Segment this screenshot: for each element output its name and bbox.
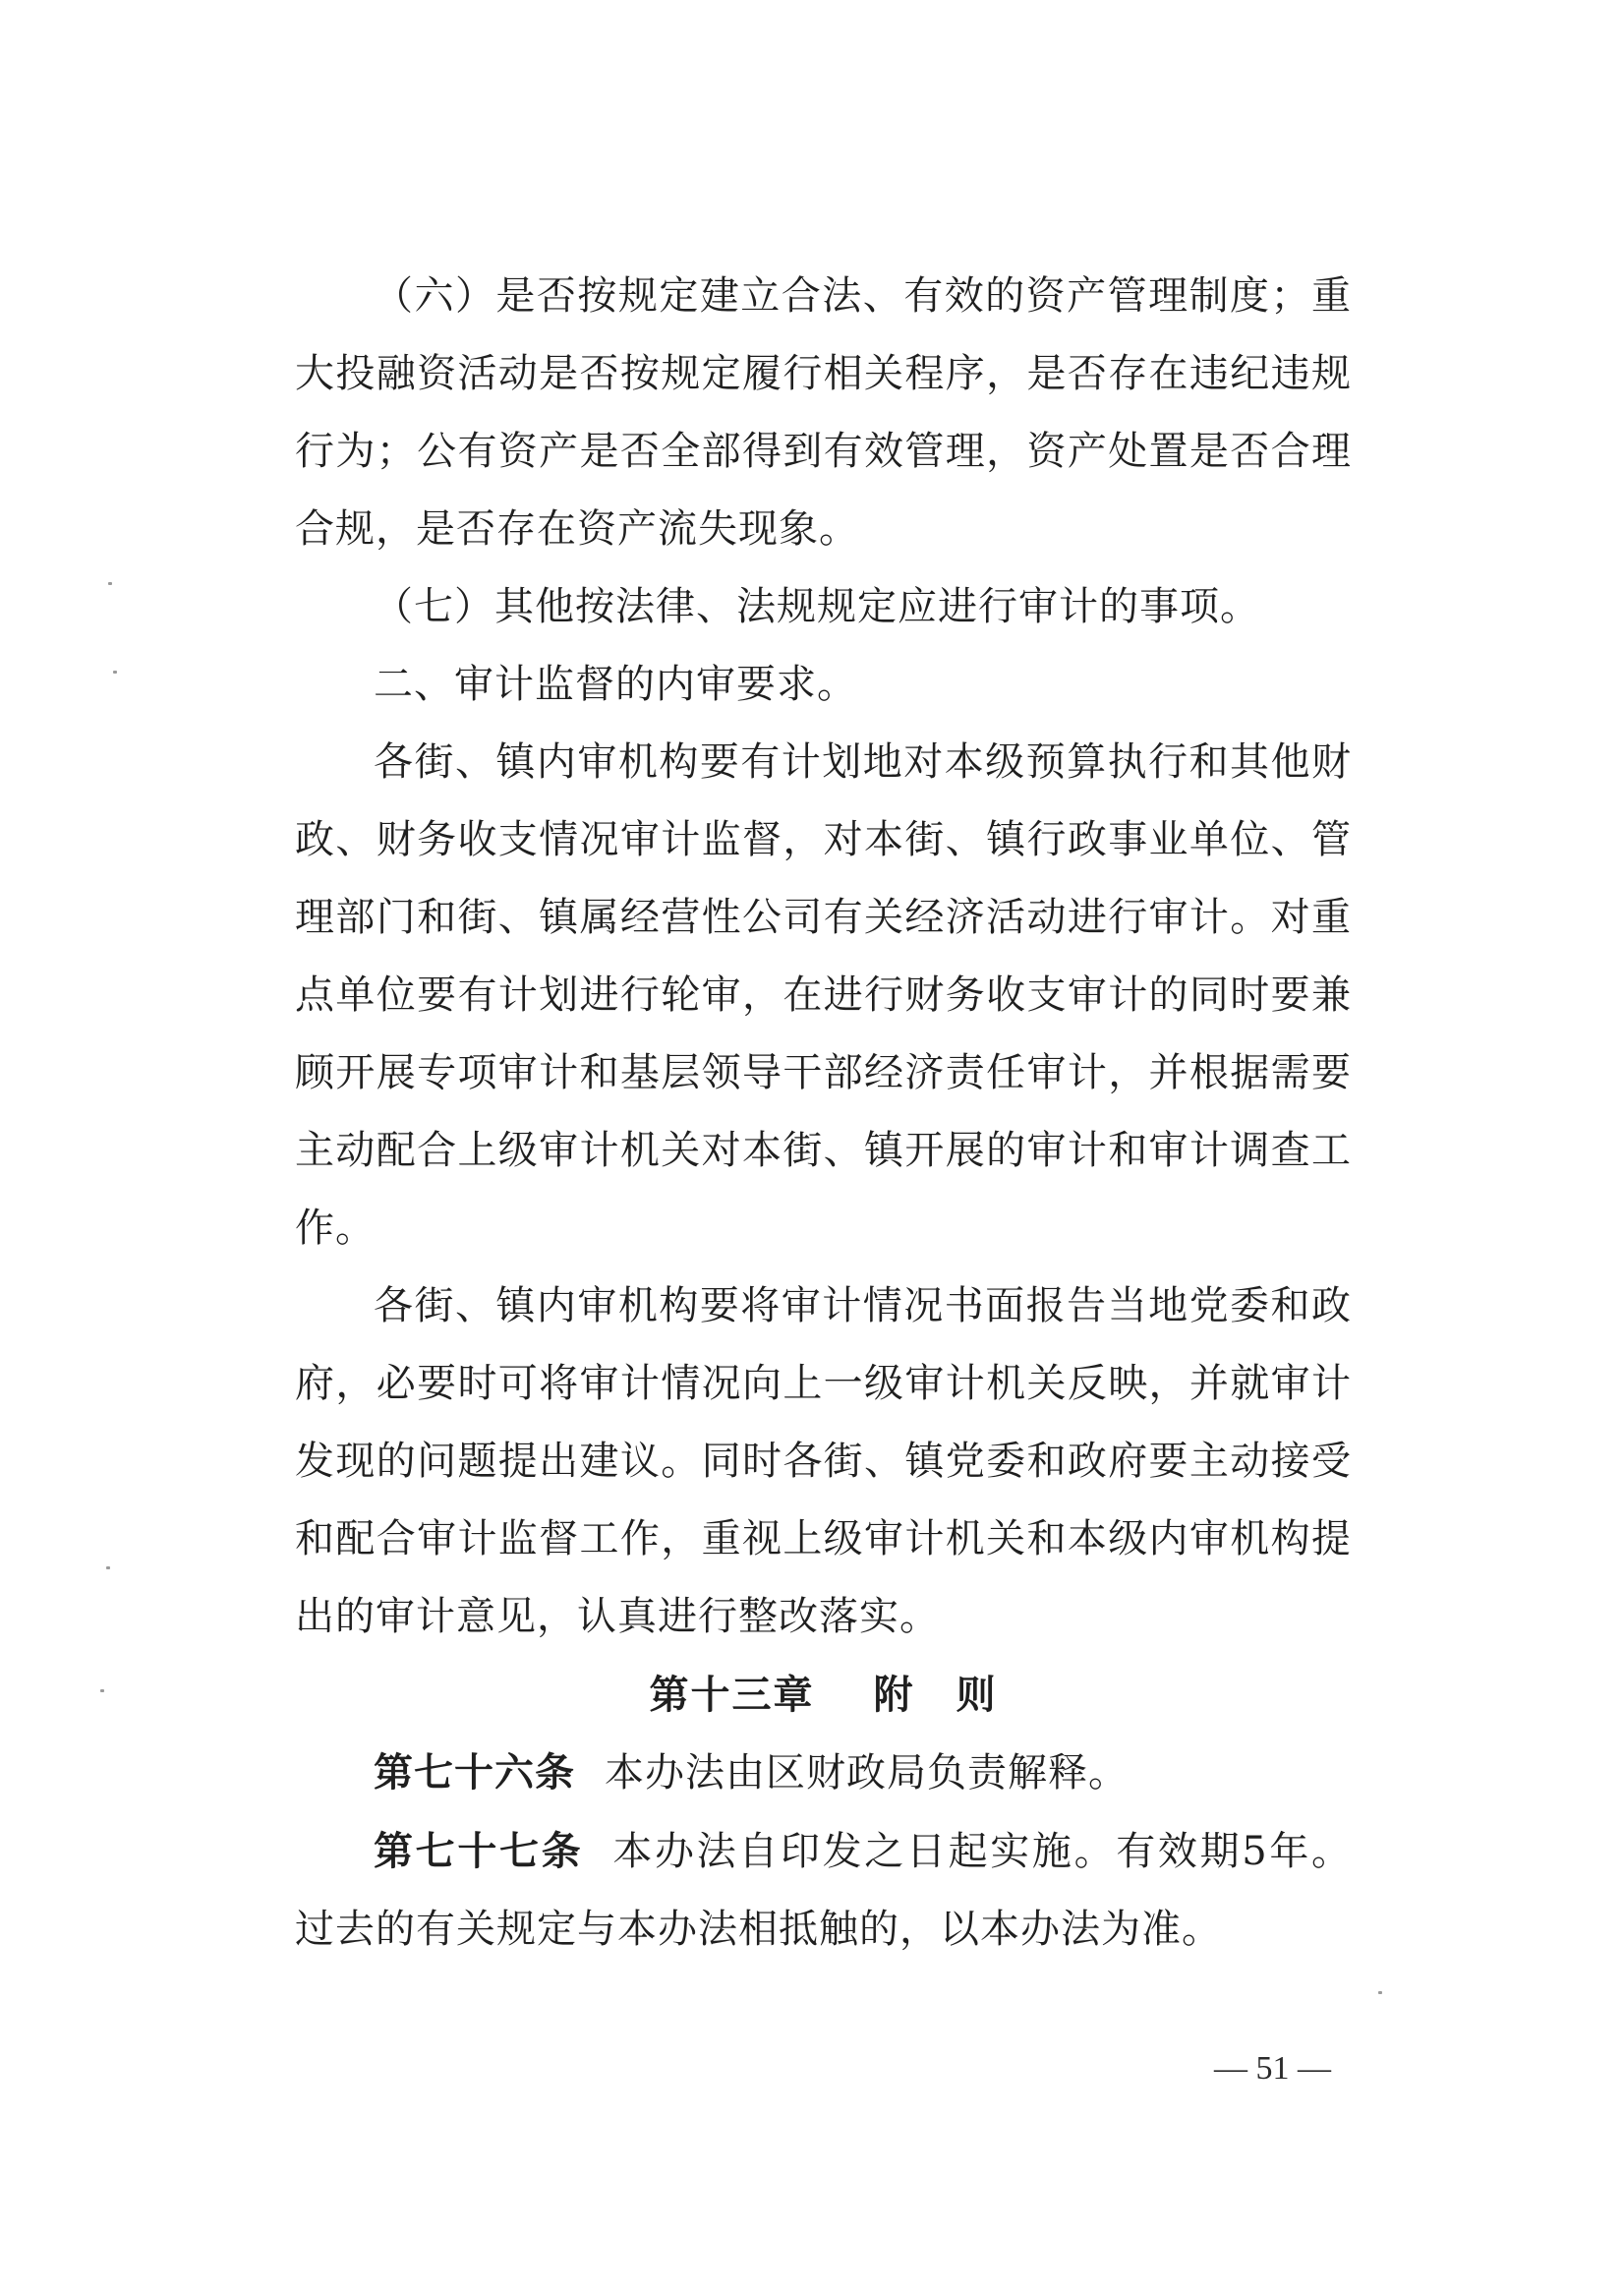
chapter-number: 第十三章 [649,1672,815,1718]
scan-speck [113,671,117,674]
document-body [295,258,1352,1969]
article-76 [295,1734,1352,1812]
chapter-name: 附 则 [873,1672,998,1718]
article-text: 本办法自印发之日起实施。有效期5年。过去的有关规定与本办法相抵触的，以本办法为准。 [295,1829,1353,1952]
scan-speck [106,1566,110,1569]
scan-speck [108,582,112,585]
page-number: — 51 — [1214,2050,1331,2087]
paragraph-asset-management: （六）是否按规定建立合法、有效的资产管理制度；重大投融资活动是否按规定履行相关程序，是否存在违纪违规行为；公有资产是否全部得到有效管理，资产处置是否合理合规，是否存在资产流失现象。 [295,273,1352,552]
paragraph-audit-reporting: 各街、镇内审机构要将审计情况书面报告当地党委和政府，必要时可将审计情况向上一级审计机关反映，并就审计发现的问题提出建议。同时各街、镇党委和政府要主动接受和配合审计监督工作，重视上级审计机关和本级内审机构提出的审计意见，认真进行整改落实。 [295,1283,1352,1639]
article-label: 第七十七条 [374,1828,584,1874]
scan-speck [1378,1991,1382,1994]
article-77 [295,1812,1352,1969]
paragraph-internal-audit-plan: 各街、镇内审机构要有计划地对本级预算执行和其他财政、财务收支情况审计监督，对本街、镇行政事业单位、管理部门和街、镇属经营性公司有关经济活动进行审计。对重点单位要有计划进行轮审，在进行财务收支审计的同时要兼顾开展专项审计和基层领导干部经济责任审计，并根据需要主动配合上级审计机关对本街、镇开展的审计和审计调查工作。 [295,739,1352,1251]
paragraph-internal-audit-heading: 二、审计监督的内审要求。 [374,662,857,707]
article-label: 第七十六条 [374,1749,575,1796]
paragraph-other-matters: （七）其他按法律、法规规定应进行审计的事项。 [374,584,1260,629]
scan-speck [100,1689,104,1692]
chapter-title [295,1656,1352,1734]
article-text: 本办法由区财政局负责解释。 [605,1750,1129,1796]
